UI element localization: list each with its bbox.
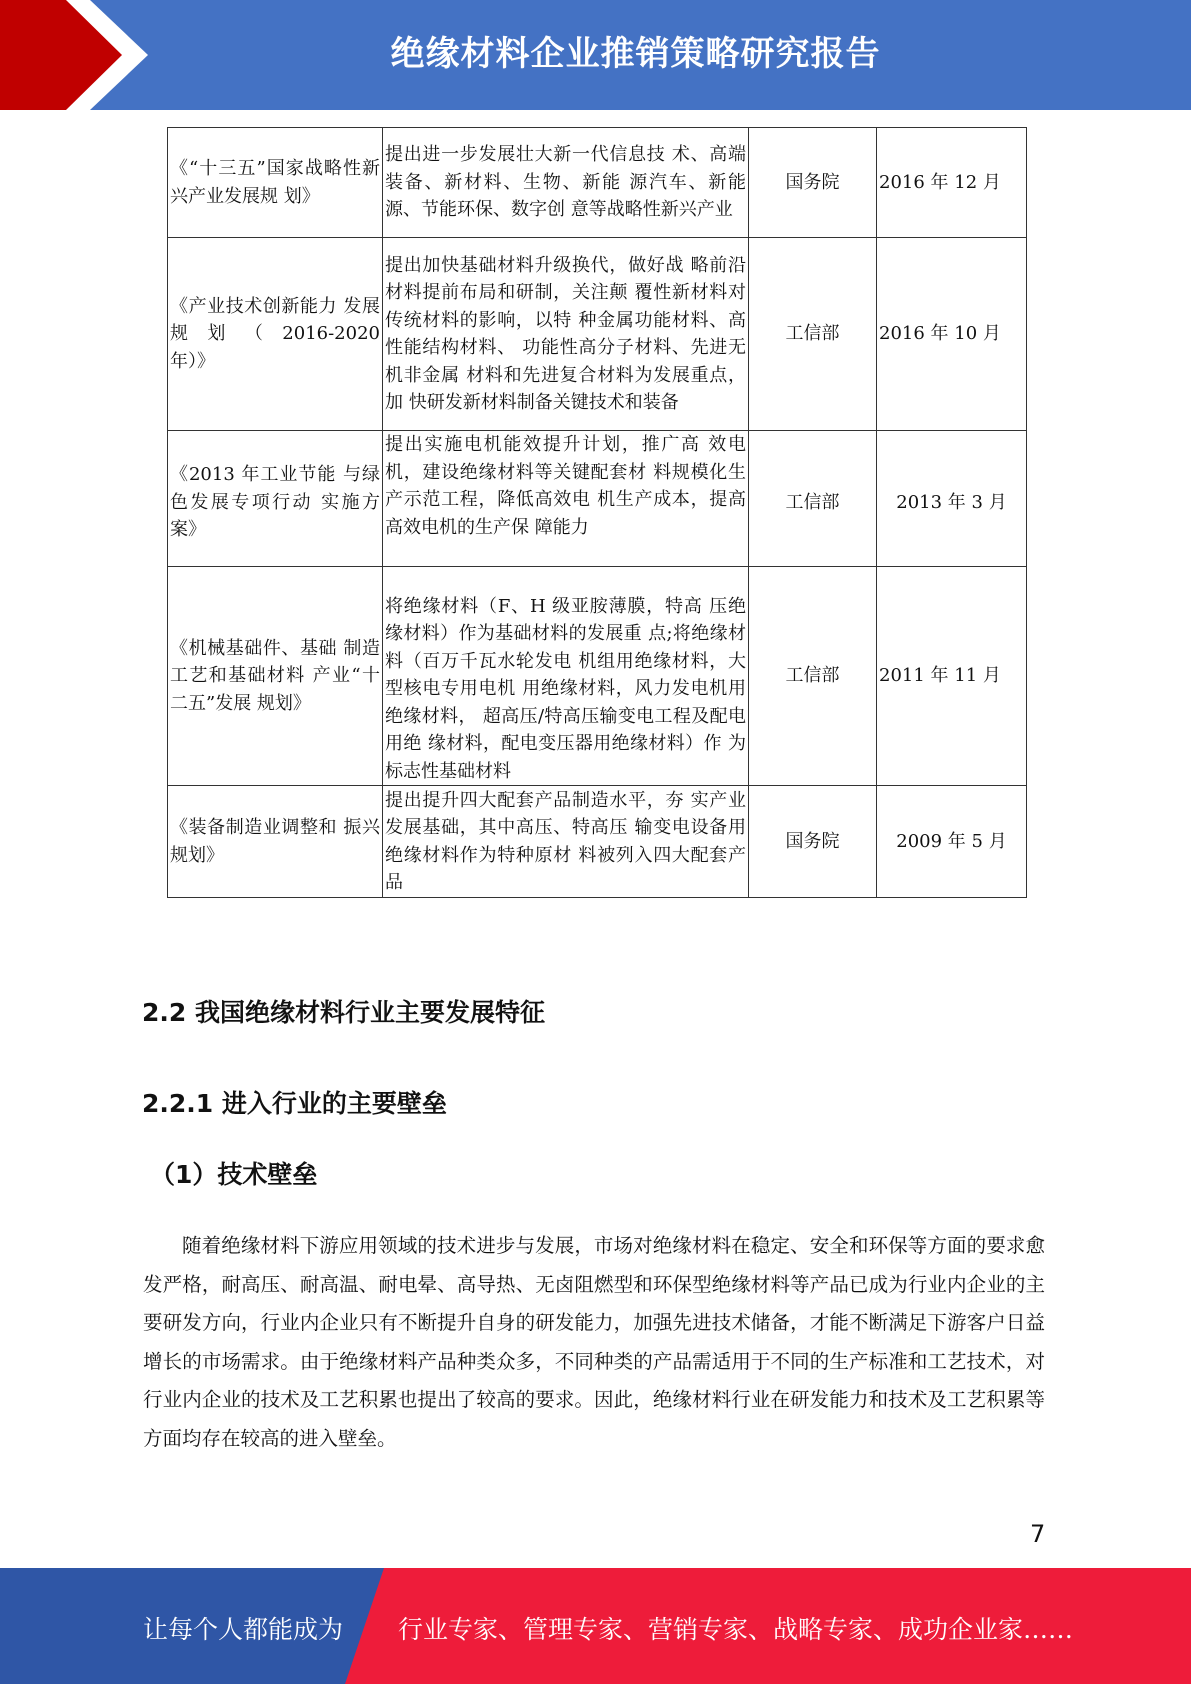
policy-date-cell: 2016 年 10 月 — [877, 238, 1027, 431]
report-title: 绝缘材料企业推销策略研究报告 — [390, 34, 881, 74]
page-number: 7 — [1030, 1520, 1046, 1548]
table-row — [168, 238, 1027, 431]
policy-desc-cell: 提出进一步发展壮大新一代信息技 术、高端装备、新材料、生物、新能 源汽车、新能源、节能环保、数字创 意等战略性新兴产业 — [383, 128, 749, 238]
policy-date-cell: 2009 年 5 月 — [877, 786, 1027, 898]
policy-date-cell: 2011 年 11 月 — [877, 567, 1027, 786]
section-heading-2-2-1: 2.2.1 进入行业的主要壁垒 — [142, 1089, 447, 1118]
page-footer — [0, 1568, 1191, 1684]
policy-name-cell: 《2013 年工业节能 与绿色发展专项行动 实施方案》 — [168, 431, 383, 567]
policy-name-cell: 《“十三五”国家战略性新兴产业发展规 划》 — [168, 128, 383, 238]
body-paragraph: 随着绝缘材料下游应用领域的技术进步与发展，市场对绝缘材料在稳定、安全和环保等方面的要求愈发严格，耐高压、耐高温、耐电晕、高导热、无卤阻燃型和环保型绝缘材料等产品已成为行业内企业的主要研发方向，行业内企业只有不断提升自身的研发能力，加强先进技术储备，才能不断满足下游客户日益增长的市场需求。由于绝缘材料产品种类众多，不同种类的产品需适用于不同的生产标准和工艺技术，对行业内企业的技术及工艺积累也提出了较高的要求。因此，绝缘材料行业在研发能力和技术及工艺积累等方面均存在较高的进入壁垒。 — [143, 1234, 1045, 1450]
policy-date-cell: 2016 年 12 月 — [877, 128, 1027, 238]
table-row — [168, 786, 1027, 898]
policy-desc-cell: 提出加快基础材料升级换代，做好战 略前沿材料提前布局和研制，关注颠 覆性新材料对传统材料的影响，以特 种金属功能材料、高性能结构材料、 功能性高分子材料、先进无机非金属 材料和先进复合材料为发展重点，加 快研发新材料制备关键技术和装备 — [383, 238, 749, 431]
policy-desc-cell: 将绝缘材料（F、H 级亚胺薄膜，特高 压绝缘材料）作为基础材料的发展重 点;将绝缘材料（百万千瓦水轮发电 机组用绝缘材料，大型核电专用电机 用绝缘材料，风力发电机用绝缘材料， 超高压/特高压输变电工程及配电用绝 缘材料，配电变压器用绝缘材料）作 为标志性基础材料 — [383, 567, 749, 786]
footer-slogan-right: 行业专家、管理专家、营销专家、战略专家、成功企业家…… — [398, 1615, 1074, 1644]
subsection-heading-tech-barrier: （1）技术壁垒 — [150, 1160, 318, 1189]
policy-desc-cell: 提出提升四大配套产品制造水平，夯 实产业发展基础，其中高压、特高压 输变电设备用绝缘材料作为特种原材 料被列入四大配套产品 — [383, 786, 749, 898]
policy-desc-cell: 提出实施电机能效提升计划，推广高 效电机，建设绝缘材料等关键配套材 料规模化生产示范工程，降低高效电 机生产成本，提高高效电机的生产保 障能力 — [383, 431, 749, 567]
policy-name-cell: 《产业技术创新能力 发展 规 划 （ 2016-2020 年）》 — [168, 238, 383, 431]
policy-dept-cell: 工信部 — [749, 238, 877, 431]
policy-name-cell: 《装备制造业调整和 振兴规划》 — [168, 786, 383, 898]
policy-dept-cell: 工信部 — [749, 567, 877, 786]
table-row — [168, 128, 1027, 238]
policy-dept-cell: 国务院 — [749, 128, 877, 238]
table-row — [168, 567, 1027, 786]
policy-table — [167, 127, 1027, 898]
page-header — [0, 0, 1191, 110]
footer-slogan-left: 让每个人都能成为 — [143, 1615, 344, 1644]
policy-date-cell: 2013 年 3 月 — [877, 431, 1027, 567]
policy-name-cell: 《机械基础件、基础 制造工艺和基础材料 产业“十二五”发展 规划》 — [168, 567, 383, 786]
section-heading-2-2: 2.2 我国绝缘材料行业主要发展特征 — [142, 998, 545, 1027]
policy-dept-cell: 国务院 — [749, 786, 877, 898]
table-row — [168, 431, 1027, 567]
policy-dept-cell: 工信部 — [749, 431, 877, 567]
